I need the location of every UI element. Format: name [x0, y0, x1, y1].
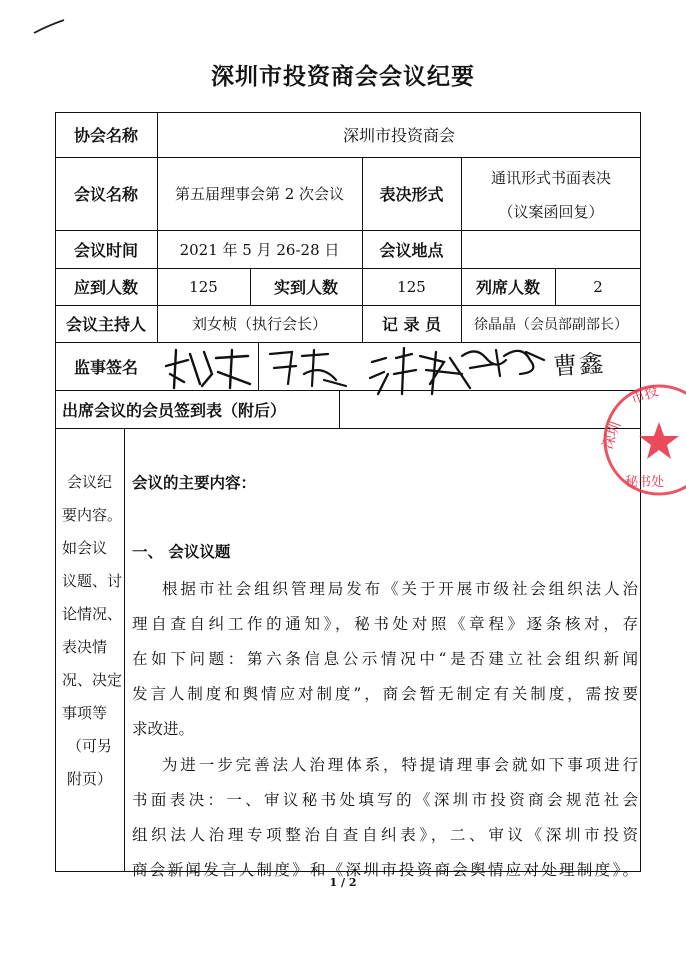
page-number: 1 / 2	[329, 876, 357, 889]
expected-count-value: 125	[189, 277, 218, 296]
attend-count-value: 2	[593, 277, 603, 296]
left-note-line: 事项等	[62, 704, 108, 722]
pen-stroke-mark	[32, 18, 66, 36]
paragraph-line: 商会新闻发言人制度》和《深圳市投资商会舆情应对处理制度》。	[132, 861, 638, 879]
left-note-line: （可另	[67, 737, 113, 755]
handwritten-signature	[262, 344, 352, 390]
signin-sheet-label: 出席会议的会员签到表（附后）	[62, 400, 287, 420]
association-label: 协会名称	[73, 126, 138, 145]
paragraph-line: 组织法人治理专项整治自查自纠表》，二、审议《深圳市投资	[132, 826, 638, 844]
host-label: 会议主持人	[65, 315, 146, 334]
left-note-line: 要内容。	[62, 506, 123, 524]
vote-form-value-line1: 通讯形式书面表决	[490, 168, 611, 187]
supervisor-signature-label: 监事签名	[73, 357, 138, 377]
meeting-place-label: 会议地点	[379, 240, 444, 260]
meeting-time-value: 2021 年 5 月 26-28 日	[179, 240, 340, 259]
column-divider	[124, 428, 125, 872]
attend-count-label: 列席人数	[475, 278, 540, 297]
paragraph-line: 书面表决：一、审议秘书处填写的《深圳市投资商会规范社会	[132, 791, 638, 809]
left-note-line: 况、决定	[62, 671, 123, 689]
column-divider	[258, 342, 259, 390]
meeting-name-label: 会议名称	[73, 185, 138, 204]
paragraph-line: 为进一步完善法人治理体系，特提请理事会就如下事项进行	[162, 756, 638, 774]
left-note-line: 如会议	[62, 539, 108, 557]
handwritten-signature	[456, 342, 548, 382]
recorder-label: 记 录 员	[381, 315, 442, 334]
paragraph-line: 求改进。	[132, 720, 195, 738]
vote-form-value-line2: （议案函回复）	[498, 202, 604, 221]
meeting-time-label: 会议时间	[73, 240, 138, 260]
left-note-column	[62, 466, 124, 796]
section-heading: 一、 会议议题	[132, 543, 231, 561]
meeting-place-value	[461, 230, 641, 268]
left-note-line: 附页）	[67, 770, 113, 788]
official-seal-stamp	[597, 380, 686, 500]
handwritten-signature-text: 曹鑫	[552, 349, 607, 381]
paragraph-line: 根据市社会组织管理局发布《关于开展市级社会组织法人治	[162, 580, 638, 598]
left-note-line: 表决情	[62, 638, 108, 656]
svg-text:深圳: 深圳	[599, 419, 625, 452]
row-divider	[55, 428, 641, 429]
paragraph-line: 理自查自纠工作的通知》，秘书处对照《章程》逐条核对，存	[132, 615, 638, 633]
left-note-line: 会议纪	[67, 473, 113, 491]
main-heading: 会议的主要内容：	[132, 474, 257, 492]
expected-count-label: 应到人数	[73, 278, 138, 297]
actual-count-value: 125	[397, 277, 426, 296]
association-value: 深圳市投资商会	[342, 126, 455, 145]
left-note-line: 议题、讨	[62, 572, 123, 590]
actual-count-label: 实到人数	[273, 278, 338, 297]
handwritten-signature	[160, 344, 256, 390]
svg-text:秘书处: 秘书处	[625, 475, 665, 490]
paragraph-line: 发言人制度和舆情应对制度”，商会暂无制定有关制度，需按要	[132, 685, 638, 703]
document-title: 深圳市投资商会会议纪要	[211, 64, 475, 90]
column-divider	[339, 390, 340, 428]
vote-form-label: 表决形式	[379, 185, 444, 204]
left-note-line: 论情况、	[62, 605, 123, 623]
meeting-name-value: 第五届理事会第 2 次会议	[174, 185, 345, 203]
paragraph-line: 在如下问题：第六条信息公示情况中“是否建立社会组织新闻	[132, 650, 638, 668]
recorder-value: 徐晶晶（会员部副部长）	[474, 316, 628, 333]
host-value: 刘女桢（执行会长）	[191, 315, 327, 333]
svg-text:市投: 市投	[628, 383, 661, 408]
